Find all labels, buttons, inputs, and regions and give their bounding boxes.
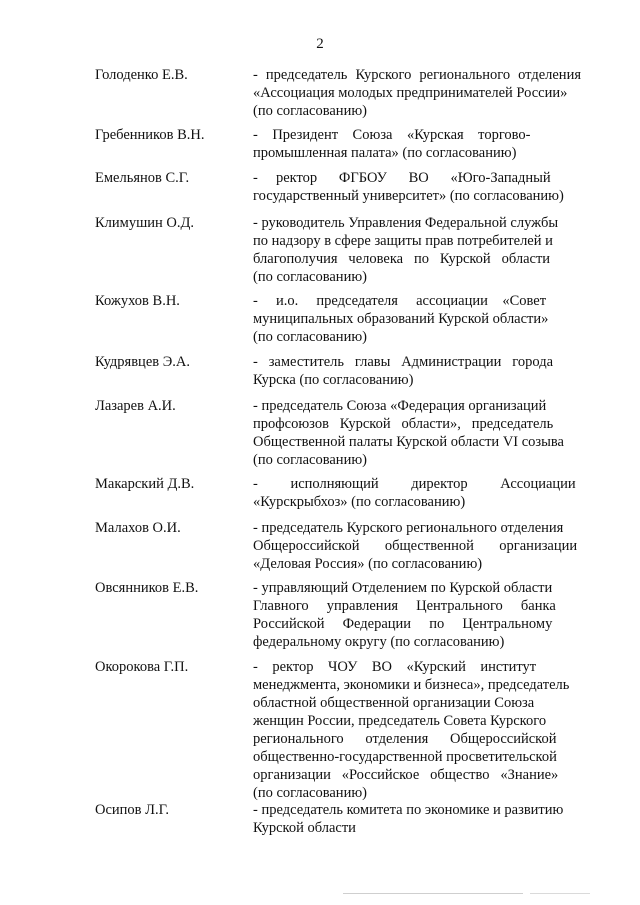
description-line: муниципальных образований Курской области» — [253, 311, 549, 327]
member-description — [253, 169, 581, 205]
description-line: государственный университет» (по согласованию) — [253, 188, 564, 204]
description-line: (по согласованию) — [253, 329, 367, 345]
description-line: Главного управления Центрального банка — [253, 598, 556, 614]
description-line: регионального отделения Общероссийской — [253, 731, 557, 747]
description-line: Российской Федерации по Центральному — [253, 616, 553, 632]
member-description — [253, 126, 581, 162]
member-name: Голоденко Е.В. — [95, 67, 188, 83]
description-line: профсоюзов Курской области», председатель — [253, 416, 554, 432]
description-line: - руководитель Управления Федеральной службы — [253, 215, 559, 231]
description-line: организации «Российское общество «Знание» — [253, 767, 559, 783]
description-line: - председатель комитета по экономике и развитию — [253, 802, 564, 818]
member-description — [253, 519, 581, 573]
description-line: - и.о. председателя ассоциации «Совет — [253, 293, 547, 309]
member-name: Емельянов С.Г. — [95, 170, 190, 186]
description-line: «Курскрыбхоз» (по согласованию) — [253, 494, 466, 510]
member-description — [253, 292, 581, 346]
member-name: Гребенников В.Н. — [95, 127, 205, 143]
member-name: Окорокова Г.П. — [95, 659, 189, 675]
description-line: - председатель Курского регионального отделения — [253, 67, 581, 83]
description-line: (по согласованию) — [253, 103, 367, 119]
member-name: Кудрявцев Э.А. — [95, 354, 191, 370]
member-name: Осипов Л.Г. — [95, 802, 169, 818]
member-description — [253, 66, 581, 120]
member-name: Малахов О.И. — [95, 520, 181, 536]
description-line: женщин России, председатель Совета Курского — [253, 713, 547, 729]
description-line: по надзору в сфере защиты прав потребителей и — [253, 233, 553, 249]
description-line: - заместитель главы Администрации города — [253, 354, 554, 370]
member-name: Климушин О.Д. — [95, 215, 195, 231]
description-line: - управляющий Отделением по Курской области — [253, 580, 553, 596]
member-description — [253, 801, 581, 837]
member-name: Лазарев А.И. — [95, 398, 176, 414]
description-line: - исполняющий директор Ассоциации — [253, 476, 576, 492]
member-name: Кожухов В.Н. — [95, 293, 180, 309]
member-name: Овсянников Е.В. — [95, 580, 199, 596]
description-line: - председатель Курского регионального отделения — [253, 520, 564, 536]
member-description — [253, 579, 581, 651]
description-line: общественно-государственной просветительской — [253, 749, 557, 765]
description-line: Общественной палаты Курской области VI созыва — [253, 434, 564, 450]
description-line: «Ассоциация молодых предпринимателей России» — [253, 85, 568, 101]
description-line: - ректор ЧОУ ВО «Курский институт — [253, 659, 537, 675]
description-line: (по согласованию) — [253, 785, 367, 801]
description-line: менеджмента, экономики и бизнеса», председатель — [253, 677, 570, 693]
member-description — [253, 475, 581, 511]
description-line: - ректор ФГБОУ ВО «Юго-Западный — [253, 170, 551, 186]
member-description — [253, 214, 581, 286]
member-name: Макарский Д.В. — [95, 476, 195, 492]
description-line: федеральному округу (по согласованию) — [253, 634, 505, 650]
description-line: промышленная палата» (по согласованию) — [253, 145, 517, 161]
description-line: Общероссийской общественной организации — [253, 538, 578, 554]
member-description — [253, 397, 581, 469]
footer-divider — [530, 893, 590, 894]
description-line: - председатель Союза «Федерация организаций — [253, 398, 547, 414]
description-line: областной общественной организации Союза — [253, 695, 535, 711]
description-line: «Деловая Россия» (по согласованию) — [253, 556, 483, 572]
page-number: 2 — [316, 36, 324, 52]
member-description — [253, 353, 581, 389]
description-line: Курской области — [253, 820, 356, 836]
description-line: (по согласованию) — [253, 269, 367, 285]
description-line: Курска (по согласованию) — [253, 372, 414, 388]
footer-divider — [343, 893, 523, 894]
description-line: благополучия человека по Курской области — [253, 251, 551, 267]
description-line: (по согласованию) — [253, 452, 367, 468]
description-line: - Президент Союза «Курская торгово- — [253, 127, 531, 143]
member-description — [253, 658, 581, 802]
